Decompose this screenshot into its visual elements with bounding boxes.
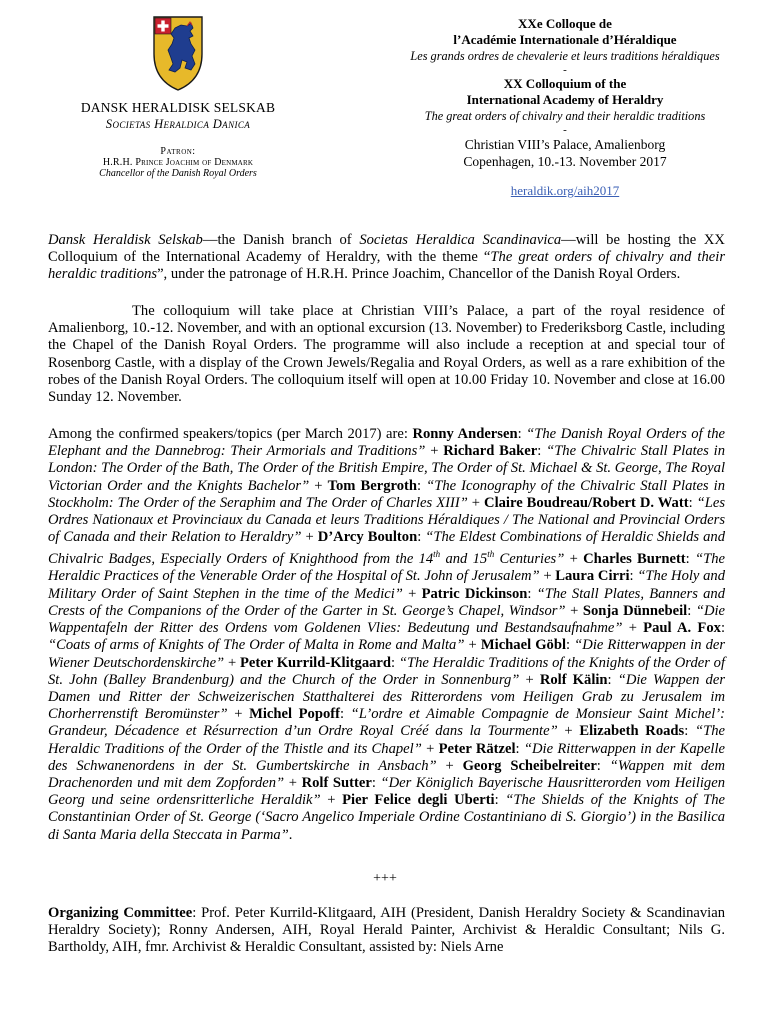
text-run: : [596, 757, 610, 774]
text-run: : [629, 568, 638, 585]
ordinal-suffix: th [433, 549, 441, 560]
italic-text: “The Heraldic Traditions of the Knights of the Order of St. John (Balley Brandenburg) and the Church of the Order in Sonnenburg” [48, 654, 726, 688]
patron-label: Patron: [160, 146, 196, 157]
speaker-name: Peter Kurrild-Klitgaard [239, 654, 392, 671]
text-run: + [467, 494, 485, 511]
text-run: : [687, 602, 696, 619]
italic-text: “Coats of arms of Knights of The Order of Malta in Rome and Malta” [48, 637, 465, 654]
italic-text: and 15 [440, 551, 488, 568]
ordinal-suffix: th [487, 549, 495, 560]
speaker-name: Claire Boudreau/Robert D. Watt [484, 494, 689, 511]
italic-text: “Die Ritterwappen in der Kapelle des Schwanenordens in der St. Gumbertskirche in Ansbach” [48, 740, 726, 774]
text-run: : [416, 477, 427, 494]
text-run: . [288, 826, 293, 843]
speaker-name: Organizing Committee [48, 905, 193, 921]
speaker-name: D’Arcy Boulton [317, 529, 418, 546]
speakers-paragraph [48, 426, 725, 844]
intro-paragraph [48, 232, 725, 284]
speaker-name: Rolf Sutter [301, 774, 372, 791]
academy-name: International Academy of Heraldry [466, 92, 664, 107]
speaker-name: Michael Göbl [480, 637, 567, 654]
text-run: : [527, 585, 537, 602]
italic-text: “Die Ritterwappen in der Wiener Deutschordenskirche” [48, 637, 726, 671]
speaker-name: Georg Scheibelreiter [462, 757, 597, 774]
society-header [48, 14, 308, 179]
text-run: : [684, 723, 695, 740]
text-run: + [320, 792, 343, 809]
italic-text: “The Chivalric Stall Plates in London: The Order of the Bath, The Order of the British Empire, The Order of St. Michael & St. George, The Royal Victorian Order and the Knights Bachelor” [48, 443, 725, 494]
section-separator: +++ [373, 871, 397, 886]
speaker-name: Laura Cirri [555, 568, 630, 585]
text-run: + [622, 620, 644, 637]
speaker-name: Patric Dickinson [421, 585, 528, 602]
text-run: + [227, 706, 250, 723]
text-run: : [371, 774, 381, 791]
italic-text: The great orders of chivalry and their heraldic traditions [48, 249, 725, 283]
divider-dash: - [563, 124, 567, 136]
text-run: + [539, 568, 556, 585]
italic-text: “The Holy and Military Order of Saint Stephen in the time of the Medici” [48, 568, 726, 602]
italic-text: “Die Wappen der Damen und Ritter der Schweizerischen Statthalterei des Ritterordens vom Heiligen Grab zu Jerusalem im Chorherrenstift Beromünster” [48, 671, 726, 723]
italic-text: Societas Heraldica Scandinavica [359, 232, 562, 248]
website-link[interactable]: heraldik.org/aih2017 [510, 183, 620, 198]
italic-text: “Die Wappentafeln der Ritter des Ordens vom Goldenen Vlies: Bedeutung und Bestandsaufnahme” [48, 602, 726, 637]
italic-text: “The Heraldic Practices of the Venerable Order of the Hospital of St. John of Jerusalem” [48, 551, 726, 585]
colloque-title: XXe Colloque de [518, 16, 612, 31]
italic-text: “Wappen mit dem Drachenorden und mit dem Zopforden” [48, 757, 726, 791]
speaker-name: Elizabeth Roads [579, 723, 685, 740]
italic-text: Dansk Heraldisk Selskab [48, 232, 203, 248]
speaker-name: Tom Bergroth [327, 477, 417, 494]
text-run: : [339, 706, 351, 723]
italic-text: “The Stall Plates, Banners and Crests of the Companions of the Order of the Garter in St. George’s Chapel, Windsor” [48, 585, 725, 619]
patron-role: Chancellor of the Danish Royal Orders [99, 168, 257, 179]
text-run: + [402, 585, 422, 602]
italic-text: “The Danish Royal Orders of the Elephant and the Dannebrog: Their Armorials and Traditions” [48, 426, 725, 460]
divider-dash: - [563, 64, 567, 76]
text-run: : [417, 529, 426, 546]
text-run: —will be hosting the XX Colloquium of the International Academy of Heraldry, with the theme “ [48, 232, 725, 266]
text-run: + [421, 740, 439, 757]
text-run: + [464, 637, 481, 654]
speaker-name: Paul A. Fox [643, 620, 721, 637]
text-run: + [557, 723, 580, 740]
speaker-name: Pier Felice degli Uberti [342, 792, 495, 809]
text-run: + [436, 757, 463, 774]
text-run: : [688, 494, 697, 511]
speaker-name: Ronny Andersen [412, 426, 518, 442]
english-theme: The great orders of chivalry and their heraldic traditions [424, 109, 706, 123]
italic-text: “The Iconography of the Chivalric Stall Plates in Stockholm: The Order of the Seraphim and The Order of Charles XIII” [48, 477, 726, 511]
speaker-name: Richard Baker [443, 443, 538, 460]
society-name: DANSK HERALDISK SELSKAB [80, 100, 276, 115]
coat-of-arms-shield-icon [151, 14, 205, 92]
text-run: : [720, 620, 725, 637]
text-run: —the Danish branch of [202, 232, 360, 248]
text-run: : [566, 637, 575, 654]
colloquium-header [400, 16, 730, 199]
french-theme: Les grands ordres de chevalerie et leurs traditions héraldiques [410, 49, 720, 63]
text-run: : [607, 671, 618, 688]
text-run: : [517, 426, 527, 442]
italic-text: “L’ordre et Aimable Compagnie de Monsieur Saint Michel’: Grandeur, Décadence et Résurrection d’un Ordre Royal Créé dans la Tourmente” [48, 706, 726, 740]
italic-text: “The Shields of the Knights of The Constantinian Order of St. George (‘Sacro Angelico Imperiale Ordine Costantiniano di S. Giorgio’) in the Basilica di Santa Maria della Steccata in Parma” [48, 792, 726, 843]
text-run: : [494, 792, 506, 809]
text-run: + [309, 477, 328, 494]
italic-text: “The Heraldic Traditions of the Order of the Thistle and its Chapel” [48, 723, 726, 757]
text-run: + [224, 654, 240, 671]
italic-text: Centuries” [494, 551, 565, 568]
text-run: + [565, 602, 583, 619]
text-run: : [515, 740, 524, 757]
text-run: Among the confirmed speakers/topics (per March 2017) are: [48, 426, 413, 442]
venue: Christian VIII’s Palace, Amalienborg [464, 137, 666, 152]
location-dates: Copenhagen, 10.-13. November 2017 [463, 154, 667, 169]
italic-text: “Der Königlich Bayerische Hausritterorden vom Heiligen Georg und seine ordensritterliche Heraldik” [48, 774, 726, 809]
text-run: + [519, 671, 540, 688]
patron-name: H.R.H. Prince Joachim of Denmark [102, 157, 254, 168]
text-run: : [391, 654, 399, 671]
text-run: The colloquium will take place at Christian VIII’s Palace, a part of the royal residence of Amalienborg, 10.-12. November, and with an optional excursion (13. November) to Frederiksborg Castle, including the Chapel of the Danish Royal Orders. The programme will also include a reception at and special tour of Rosenborg Castle, with a display of the Crown Jewels/Regalia and Royal Orders, as well as a rare exhibition of the robes of the Danish Royal Orders. The colloquium itself will open at 10.00 Friday 10. November and close at 16.00 Sunday 12. November. [48, 303, 725, 406]
text-run: + [284, 774, 302, 791]
text-run: : Prof. Peter Kurrild-Klitgaard, AIH (President, Danish Heraldry Society & Scandinavian Heraldry Society); Ronny Andersen, AIH, Royal Herald Painter, Archivist & Heraldic Consultant; Nils G. Bartholdy, AIH, fmr. Archivist & Heraldic Consultant, assisted by: Niels Arne [48, 905, 725, 956]
speaker-name: Charles Burnett [583, 551, 686, 568]
society-latin-name: Societas Heraldica Danica [105, 117, 251, 131]
academie-name: l’Académie Internationale d’Héraldique [453, 32, 677, 47]
colloquium-title: XX Colloquium of the [503, 76, 627, 91]
speaker-name: Peter Rätzel [438, 740, 516, 757]
speaker-name: Michel Popoff [249, 706, 340, 723]
text-run: + [301, 529, 318, 546]
italic-text: “Les Ordres Nationaux et Provinciaux du Canada et leurs Traditions Héraldiques / The National and Provincial Orders of Canada and their Relation to Heraldry” [48, 494, 726, 546]
text-run: : [685, 551, 695, 568]
text-run: ”, under the patronage of H.R.H. Prince Joachim, Chancellor of the Danish Royal Orders. [157, 266, 681, 283]
text-run: + [564, 551, 584, 568]
venue-paragraph [48, 303, 725, 406]
text-run: : [537, 443, 547, 460]
committee-paragraph [48, 905, 725, 957]
italic-text: “The Eldest Combinations of Heraldic Shields and Chivalric Badges, Especially Orders of Knighthood from the 14 [48, 529, 726, 568]
speaker-name: Sonja Dünnebeil [582, 602, 688, 619]
text-run: + [425, 443, 444, 460]
speaker-name: Rolf Kälin [539, 671, 608, 688]
